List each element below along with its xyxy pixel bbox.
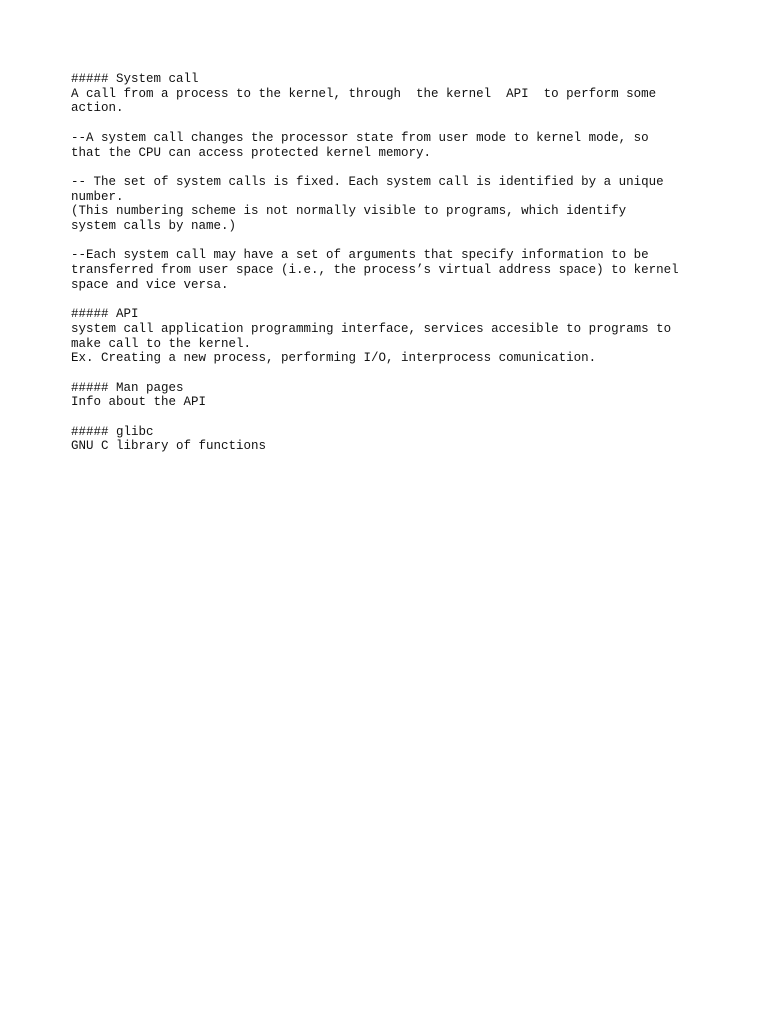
paragraph-line: A call from a process to the kernel, through the kernel API to perform some bbox=[71, 86, 657, 101]
paragraph-line: --Each system call may have a set of arguments that specify information to be bbox=[71, 248, 649, 263]
section-fixed-set bbox=[71, 175, 731, 234]
heading-api: ##### API bbox=[71, 307, 139, 322]
paragraph-line: Ex. Creating a new process, performing I/O, interprocess comunication. bbox=[71, 351, 597, 366]
paragraph-line: number. bbox=[71, 189, 124, 204]
paragraph-line: Info about the API bbox=[71, 395, 207, 410]
paragraph-line: system calls by name.) bbox=[71, 219, 237, 233]
blank-line bbox=[71, 234, 731, 249]
paragraph-line: action. bbox=[71, 101, 124, 116]
blank-line bbox=[71, 116, 731, 131]
paragraph-line: transferred from user space (i.e., the process’s virtual address space) to kernel bbox=[71, 263, 679, 278]
section-man-pages bbox=[71, 381, 731, 410]
heading-system-call: ##### System call bbox=[71, 72, 199, 86]
paragraph-line: -- The set of system calls is fixed. Each system call is identified by a unique bbox=[71, 174, 664, 189]
document-page bbox=[71, 72, 731, 454]
blank-line bbox=[71, 366, 731, 381]
heading-glibc: ##### glibc bbox=[71, 424, 154, 439]
section-system-call bbox=[71, 72, 731, 116]
blank-line bbox=[71, 293, 731, 308]
paragraph-line: that the CPU can access protected kernel memory. bbox=[71, 145, 432, 160]
paragraph-line: system call application programming interface, services accesible to programs to bbox=[71, 321, 672, 336]
section-api bbox=[71, 307, 731, 366]
section-state-change bbox=[71, 131, 731, 160]
paragraph-line: space and vice versa. bbox=[71, 277, 229, 292]
heading-man-pages: ##### Man pages bbox=[71, 380, 184, 395]
paragraph-line: --A system call changes the processor state from user mode to kernel mode, so bbox=[71, 130, 649, 145]
blank-line bbox=[71, 160, 731, 175]
paragraph-line: (This numbering scheme is not normally visible to programs, which identify bbox=[71, 204, 627, 219]
section-glibc bbox=[71, 425, 731, 454]
blank-line bbox=[71, 410, 731, 425]
paragraph-line: GNU C library of functions bbox=[71, 439, 267, 454]
section-arguments bbox=[71, 248, 731, 292]
paragraph-line: make call to the kernel. bbox=[71, 336, 252, 351]
